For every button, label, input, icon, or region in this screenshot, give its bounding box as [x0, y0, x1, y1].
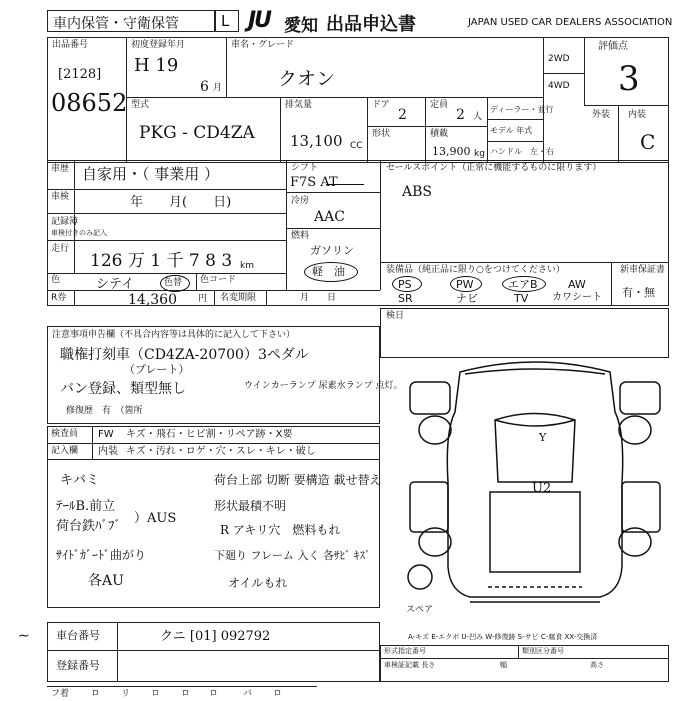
ac-value: AAC — [314, 209, 345, 225]
form-title: 出品申込書 — [326, 14, 416, 35]
plate-value: クニ [01] 092792 — [160, 629, 271, 644]
bottom-item-6: ロ — [209, 689, 219, 699]
inspector-row1: キズ・飛石・ヒビ割・リペア跡・X要 — [126, 429, 293, 440]
drive-2wd: 2WD — [548, 54, 570, 64]
remark-right-2: 形状最積不明 — [214, 499, 287, 513]
mileage-unit: km — [240, 261, 254, 271]
record-label: 記録簿 — [51, 217, 79, 227]
equipment-item-airbag: エアB — [508, 278, 538, 291]
shift-label: シフト — [291, 163, 319, 173]
color-value: シテイ — [96, 277, 135, 292]
class-label: 類別区分番号 — [522, 647, 564, 655]
bottom-item-2: ロ — [91, 689, 101, 699]
lot-label: 出品番号 — [52, 40, 89, 50]
equipment-ps-circle — [392, 276, 422, 292]
notes-line-1: 職権打刻車（CD4ZA-20700）3ペダル — [60, 347, 309, 363]
grade-score: 3 — [618, 59, 640, 99]
mileage-value: 126 万 1 千 7 8 3 — [90, 251, 233, 271]
inspected-date-box — [380, 308, 669, 358]
history-value: 自家用・（ 事業用 ） — [82, 165, 220, 183]
equipment-label: 装備品（純正品に限り○をつけてください） — [386, 265, 565, 275]
model-year-label: モデル 年式 — [490, 126, 533, 135]
equipment-item-navi: ナビ — [456, 292, 478, 305]
registration-year: H 19 — [134, 55, 179, 76]
remark-left-5: 各AU — [88, 573, 124, 589]
remark-left-2: ﾃｰﾙB.前立 — [56, 499, 116, 514]
fuel-label: 燃料 — [291, 231, 310, 241]
registration-month: 6 — [200, 79, 209, 95]
lot-number: 08652 — [51, 89, 128, 117]
fuel-gasoline: ガソリン — [310, 244, 354, 257]
notes-line-2b: ウインカーランプ 尿素水ランプ 点灯。 — [244, 381, 403, 391]
inspector-row2: キズ・汚れ・ロゲ・穴・スレ・キレ・破し — [126, 446, 316, 457]
transfer-value: 月 日 — [300, 293, 337, 303]
inspector-label: 検査員 — [51, 429, 79, 439]
equipment-item-sr: SR — [398, 292, 413, 305]
recycle-value: 14,360 — [128, 292, 177, 308]
equipment-item-aw: AW — [568, 278, 586, 291]
plate-label: 車台番号 — [56, 629, 100, 642]
bottom-item-7: バ — [243, 689, 253, 699]
registration-month-suffix: 月 — [213, 83, 223, 93]
bottom-item-4: ロ — [151, 689, 161, 699]
displacement-value: 13,100 — [290, 132, 343, 150]
car-name-label: 車名・グレード — [231, 40, 295, 50]
bottom-item-3: リ — [121, 689, 131, 699]
model-label: 型式 — [131, 100, 150, 110]
bottom-item-5: ロ — [181, 689, 191, 699]
interior-label: 内装 — [628, 110, 647, 120]
remark-left-extra: ）AUS — [134, 511, 177, 526]
shape-label: 形状 — [372, 129, 391, 139]
capacity-label: 定員 — [430, 100, 449, 110]
equipment-item-ps: PS — [398, 278, 412, 291]
load-unit: kg — [474, 149, 485, 159]
association-name: JAPAN USED CAR DEALERS ASSOCIATION — [468, 17, 673, 28]
spare-label: スペア — [406, 605, 434, 615]
spec-label: 形式指定番号 — [384, 647, 426, 655]
left-margin-mark: ∼ — [18, 628, 30, 644]
load-value: 13,900 — [432, 145, 471, 158]
remark-left-1: キバミ — [60, 473, 100, 488]
length-label: 車検証記載 長さ — [384, 661, 436, 669]
transfer-label: 名変期限 — [220, 293, 257, 303]
shift-value: F7S AT — [290, 175, 338, 190]
remark-right-5: オイルもれ — [228, 576, 288, 590]
dealer-label: ディーラー・並行 — [490, 105, 554, 114]
grade-label: 評価点 — [598, 41, 628, 52]
color-code-label: 色コード — [200, 275, 237, 285]
capacity-value: 2 — [456, 107, 465, 123]
doors-label: ドア — [372, 100, 390, 110]
record-sub: 車検付きのみ記入 — [51, 229, 107, 237]
bottom-item-1: フ着 — [51, 689, 70, 699]
storage-check: L — [221, 12, 230, 30]
lot-bracket-number: [2128] — [58, 67, 102, 82]
recycle-label: R券 — [51, 293, 67, 303]
color-change-label: 色替 — [164, 278, 183, 288]
entry-label: 記入欄 — [51, 446, 79, 456]
doors-value: 2 — [398, 107, 407, 123]
remark-right-4: 下廻り フレーム 入く 各ｻﾋﾞ ｷｽﾞ — [214, 549, 371, 562]
height-label: 高さ — [590, 661, 604, 669]
equipment-item-tv: TV — [514, 292, 529, 305]
inspector-row1-tag: FW — [98, 429, 114, 440]
inspection-label: 車検 — [51, 192, 70, 202]
fuel-diesel: 軽 油 — [312, 265, 345, 278]
equipment-airbag-circle — [502, 276, 546, 292]
org-name: 愛知 — [284, 16, 318, 36]
remark-right-1: 荷台上部 切断 要構造 載せ替え — [214, 473, 382, 487]
notes-label: 注意事項申告欄（不具合内容等は具体的に記入して下さい） — [52, 330, 296, 340]
damage-legend: A-キズ E-エクボ U-凹み W-修復跡 S-サビ C-腐食 XX-交換済 — [408, 633, 598, 641]
notes-line-2: バン登録、類型無し — [60, 381, 186, 397]
registration-label: 初度登録年月 — [131, 40, 186, 50]
recycle-unit: 円 — [198, 294, 208, 304]
mileage-label: 走行 — [51, 244, 70, 254]
history-label: 車歴 — [51, 164, 70, 174]
diagram-mark-y: Y — [539, 431, 547, 444]
drive-4wd: 4WD — [548, 81, 570, 91]
inspection-value: 年 月( 日) — [130, 195, 232, 210]
displacement-unit: CC — [350, 141, 363, 151]
ac-label: 冷房 — [291, 196, 310, 206]
car-name: クオン — [278, 68, 336, 90]
displacement-label: 排気量 — [285, 100, 313, 110]
equipment-item-leather-seat: カワシート — [552, 292, 602, 303]
notes-line-1b: （プレート） — [124, 363, 190, 376]
equipment-item-pw: PW — [456, 278, 474, 291]
remark-left-3: 荷台鉄ﾊﾞﾌﾞ — [56, 519, 122, 534]
load-label: 積載 — [430, 129, 449, 139]
handle-label: ハンドル 左・右 — [490, 147, 554, 156]
exterior-label: 外装 — [592, 110, 611, 120]
width-label: 幅 — [500, 661, 507, 669]
sales-point-label: セールスポイント（正常に機能するものに限ります） — [386, 163, 602, 173]
inspector-row2-tag: 内装 — [98, 446, 118, 457]
bottom-item-8: ロ — [273, 689, 283, 699]
bottom-row — [47, 686, 317, 701]
ju-logo: JU — [248, 8, 271, 33]
warranty-value: 有・無 — [622, 286, 655, 299]
repair-history-label: 修復歴 有 （箇所 — [66, 406, 143, 416]
sales-point-value: ABS — [402, 184, 432, 200]
storage-note: 車内保管・守衛保管 — [53, 16, 179, 32]
exterior-grade: C — [640, 130, 656, 154]
remark-left-4: ｻｲﾄﾞｶﾞｰﾄﾞ曲がり — [56, 548, 147, 562]
inspected-date-label: 検日 — [386, 311, 405, 321]
equipment-pw-circle — [450, 276, 482, 292]
shift-strike — [326, 184, 364, 185]
model-value: PKG - CD4ZA — [139, 123, 255, 143]
reg-label: 登録番号 — [56, 659, 100, 672]
warranty-label: 新車保証書 — [620, 265, 666, 275]
color-label: 色 — [51, 275, 61, 285]
diagram-mark-u2: U2 — [532, 481, 552, 496]
equipment-grid — [384, 277, 610, 305]
remark-right-3: R アキリ穴 燃料もれ — [220, 523, 341, 537]
capacity-unit: 人 — [473, 112, 483, 122]
